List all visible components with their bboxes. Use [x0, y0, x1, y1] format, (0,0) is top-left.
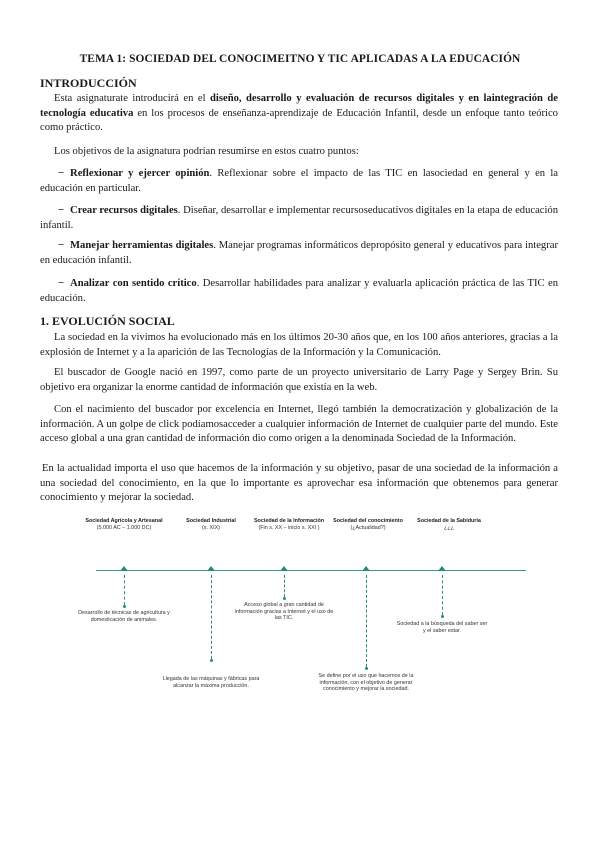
objective-1: − Reflexionar y ejercer opinión. Reflexionar sobre el impacto de las TIC en lasociedad en general y en la educación en particular.: [40, 168, 558, 194]
section-1-paragraph-4: En la actualidad importa el uso que hacemos de la información y su objetivo, pasar de una sociedad de la información a una sociedad del conocimiento, en la que lo importante es aprovechar esa información que obtenemos para generar conocimiento y mejorar la sociedad.: [40, 463, 558, 503]
section-1-paragraph-1: La sociedad en la vivimos ha evolucionado más en los últimos 20-30 años que, en los 100 años anteriores, gracias a la explosión de Internet y a la aparición de las Tecnologías de la Información y la Comunicación.: [40, 332, 558, 358]
timeline-marker-industrial: [207, 566, 215, 571]
timeline-desc-industrial: Llegada de las máquinas y fábricas para alcanzar la máxima producción.: [162, 676, 260, 689]
timeline-connector: [211, 575, 212, 659]
timeline-desc-knowledge: Se define por el uso que hacemos de la información, con el objetivo de generar conocimiento y mejorar la sociedad.: [318, 673, 414, 693]
era-information: Sociedad de la Información (Fin s. XX – inicio s. XXI ): [253, 518, 325, 531]
timeline-dot: [441, 615, 444, 618]
section-1-paragraph-3: Con el nacimiento del buscador por excelencia en Internet, llegó también la democratización y globalización de la información. A un golpe de click podíamosacceder a cualquier información de Internet de cualquier parte del mundo. Este acceso global a una gran cantidad de información dio como origen a la denominada Sociedad de la Información.: [40, 404, 558, 444]
intro-paragraph-2: Los objetivos de la asignatura podrían resumirse en estos cuatro puntos:: [54, 146, 359, 157]
timeline-dot: [365, 667, 368, 670]
timeline-connector: [442, 575, 443, 615]
objective-4: − Analizar con sentido crítico. Desarrollar habilidades para analizar y evaluarla aplicación práctica de las TIC en educación.: [40, 278, 559, 304]
timeline-dot: [123, 605, 126, 608]
timeline-desc-agricultural: Desarrollo de técnicas de agricultura y domesticación de animales.: [78, 610, 170, 623]
objective-2: − Crear recursos digitales. Diseñar, desarrollar e implementar recursoseducativos digitales en la etapa de educación infantil.: [40, 205, 559, 231]
society-evolution-timeline: [78, 518, 530, 718]
timeline-connector: [124, 575, 125, 605]
timeline-desc-wisdom: Sociedad a la búsqueda del saber ser y el saber estar.: [396, 621, 488, 634]
timeline-axis: [96, 570, 526, 571]
era-industrial: Sociedad Industrial (s. XIX): [186, 518, 236, 531]
timeline-marker-wisdom: [438, 566, 446, 571]
timeline-marker-knowledge: [362, 566, 370, 571]
timeline-connector: [284, 575, 285, 597]
timeline-dot: [283, 597, 286, 600]
timeline-connector: [366, 575, 367, 667]
section-1-heading: 1. EVOLUCIÓN SOCIAL: [40, 314, 175, 328]
document-title: TEMA 1: SOCIEDAD DEL CONOCIMEITNO Y TIC APLICADAS A LA EDUCACIÓN: [79, 53, 521, 65]
intro-paragraph-1: Esta asignaturate introducirá en el diseño, desarrollo y evaluación de recursos digitales y en laintegración de tecnología educativa en los procesos de enseñanza-aprendizaje de Educación Infantil, desde un enfoque tanto teórico como práctico.: [40, 93, 558, 133]
objective-3: − Manejar herramientas digitales. Manejar programas informáticos depropósito general y educativos para integrar en educación infantil.: [40, 240, 558, 266]
era-agricultural: Sociedad Agrícola y Artesanal (5.000 AC – 1.000 DC): [85, 518, 163, 531]
intro-heading: INTRODUCCIÓN: [40, 76, 137, 90]
timeline-desc-information: Acceso global a gran cantidad de información gracias a Internet y el uso de las TIC.: [234, 602, 334, 622]
timeline-dot: [210, 659, 213, 662]
timeline-marker-information: [280, 566, 288, 571]
era-wisdom: Sociedad de la Sabiduría ¿¿¿: [417, 518, 481, 531]
timeline-marker-agricultural: [120, 566, 128, 571]
section-1-paragraph-2: El buscador de Google nació en 1997, como parte de un proyecto universitario de Larry Page y Sergey Brin. Su objetivo era organizar la enorme cantidad de información que existía en la web.: [40, 367, 558, 393]
era-knowledge: Sociedad del conocimiento (¿Actualidad?): [333, 518, 403, 531]
